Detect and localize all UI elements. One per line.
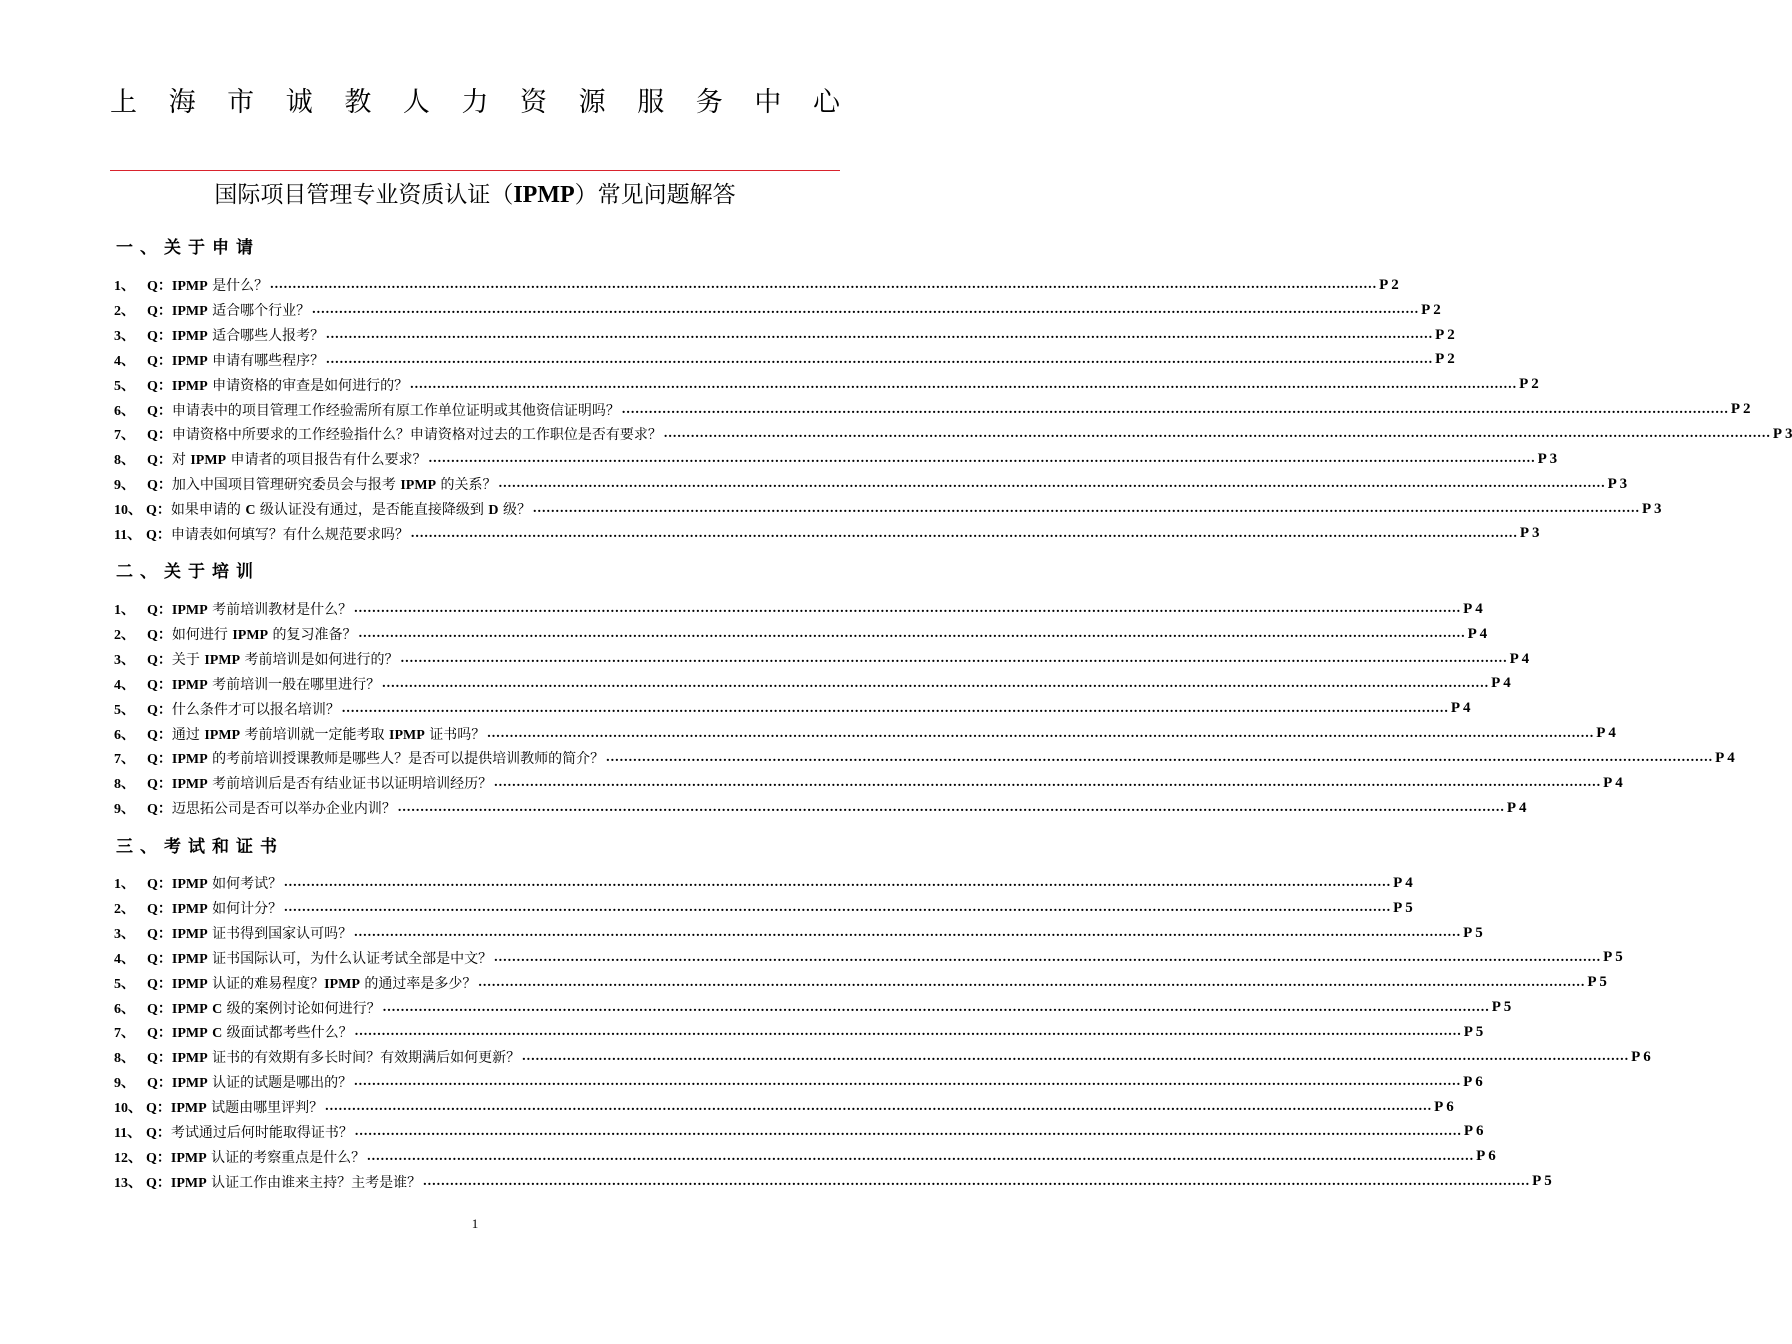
- toc-entry-question: IPMP 的考前培训授课教师是哪些人？是否可以提供培训教师的简介？: [171, 751, 605, 768]
- toc-entry-question: 对 IPMP 申请者的项目报告有什么要求？: [171, 452, 427, 469]
- title-prefix: 国际项目管理专业资质认证（: [214, 182, 514, 208]
- toc-entry[interactable]: [114, 273, 1399, 298]
- section-heading-application: 一、关于申请: [116, 238, 260, 258]
- toc-entry-number: 9、: [114, 1076, 135, 1092]
- toc-entry-number: 12、: [114, 1150, 142, 1166]
- toc-entry-question: IPMP 认证的难易程度？IPMP 的通过率是多少？: [171, 975, 477, 992]
- toc-entry-page: P 4: [1596, 725, 1616, 742]
- toc-entry-dot-leader: [382, 676, 1489, 692]
- organization-title-char: 源: [578, 87, 606, 118]
- toc-entry-number: 5、: [114, 378, 135, 394]
- toc-entry-page: P 2: [1379, 276, 1399, 293]
- toc-entry-dot-leader: [478, 975, 1585, 991]
- toc-entry-number: 9、: [114, 802, 135, 818]
- toc-entry-q-label: Q：: [147, 976, 172, 992]
- toc-entry-question: 如果申请的 C 级认证没有通过，是否能直接降级到 D 级？: [170, 502, 531, 519]
- toc-entry-number: 5、: [114, 702, 135, 718]
- toc-entry-page: P 4: [1450, 700, 1471, 717]
- toc-entry[interactable]: [114, 422, 1792, 447]
- toc-entry-number: 8、: [114, 1051, 135, 1067]
- header-divider: [110, 170, 840, 171]
- toc-entry-question: IPMP 如何考试？: [171, 876, 283, 893]
- toc-entry-q-label: Q：: [146, 1150, 171, 1166]
- toc-entry[interactable]: [114, 1169, 1552, 1194]
- toc-entry-dot-leader: [355, 1124, 1462, 1140]
- toc-entry-page: P 2: [1519, 376, 1539, 393]
- title-abbr: IPMP: [513, 182, 575, 208]
- toc-entry[interactable]: [114, 622, 1488, 647]
- toc-entry-number: 4、: [114, 353, 135, 369]
- toc-entry[interactable]: [114, 696, 1471, 721]
- toc-entry[interactable]: [114, 871, 1413, 896]
- organization-title-char: 诚: [285, 87, 313, 118]
- toc-entry-number: 3、: [114, 653, 135, 669]
- toc-entry-q-label: Q：: [147, 279, 172, 295]
- toc-list-exam: [114, 871, 1651, 1194]
- toc-entry-q-label: Q：: [147, 927, 172, 943]
- toc-entry[interactable]: [114, 921, 1483, 946]
- toc-entry-page: P 4: [1467, 625, 1488, 642]
- toc-entry-question: IPMP C 级面试都考些什么？: [171, 1025, 353, 1042]
- toc-entry-q-label: Q：: [146, 1125, 171, 1141]
- toc-entry-dot-leader: [325, 1099, 1432, 1115]
- toc-entry-dot-leader: [606, 750, 1713, 766]
- toc-entry-dot-leader: [367, 1149, 1474, 1165]
- toc-entry-dot-leader: [423, 1174, 1530, 1190]
- toc-entry-question: IPMP 认证的试题是哪出的？: [171, 1075, 353, 1092]
- toc-entry-q-label: Q：: [147, 653, 172, 669]
- toc-entry-question: 申请表如何填写？有什么规范要求吗？: [170, 526, 409, 543]
- toc-entry-dot-leader: [411, 526, 1518, 542]
- toc-entry-dot-leader: [533, 501, 1640, 517]
- toc-entry-number: 6、: [114, 727, 135, 743]
- toc-entry-dot-leader: [410, 377, 1517, 393]
- toc-entry-question: 考试通过后何时能取得证书？: [170, 1124, 353, 1141]
- toc-entry-q-label: Q：: [146, 1175, 171, 1191]
- toc-entry-q-label: Q：: [147, 777, 172, 793]
- toc-entry-page: P 3: [1641, 500, 1662, 517]
- toc-entry[interactable]: [114, 796, 1527, 821]
- toc-entry-q-label: Q：: [147, 478, 172, 494]
- toc-entry[interactable]: [114, 521, 1540, 546]
- toc-entry-q-label: Q：: [146, 527, 171, 543]
- organization-title-char: 务: [695, 87, 723, 118]
- toc-entry[interactable]: [114, 1070, 1483, 1095]
- toc-entry-number: 13、: [114, 1175, 142, 1191]
- toc-entry-number: 10、: [114, 503, 142, 519]
- toc-entry-number: 8、: [114, 453, 135, 469]
- toc-entry-page: P 3: [1772, 425, 1792, 442]
- section-heading-training: 二、关于培训: [116, 562, 260, 582]
- toc-entry-question: IPMP 是什么？: [171, 278, 269, 295]
- toc-entry-question: IPMP 证书得到国家认可吗？: [171, 926, 353, 943]
- toc-entry-page: P 4: [1463, 600, 1483, 617]
- toc-entry-number: 5、: [114, 976, 135, 992]
- toc-entry-page: P 4: [1603, 774, 1623, 791]
- toc-entry-question: IPMP 考前培训后是否有结业证书以证明培训经历？: [171, 776, 493, 793]
- toc-entry-page: P 3: [1537, 450, 1558, 467]
- toc-entry-question: IPMP 申请资格的审查是如何进行的？: [171, 377, 409, 394]
- toc-entry-q-label: Q：: [147, 677, 172, 693]
- toc-entry-page: P 4: [1491, 675, 1511, 692]
- toc-entry[interactable]: [114, 497, 1662, 522]
- toc-entry-page: P 3: [1607, 475, 1628, 492]
- toc-entry-dot-leader: [354, 925, 1461, 941]
- toc-entry-dot-leader: [494, 950, 1601, 966]
- toc-entry-dot-leader: [284, 875, 1391, 891]
- toc-entry-number: 7、: [114, 428, 135, 444]
- toc-entry[interactable]: [114, 1020, 1484, 1045]
- toc-entry-number: 4、: [114, 951, 135, 967]
- toc-entry-number: 9、: [114, 478, 135, 494]
- toc-entry-question: IPMP C 级的案例讨论如何进行？: [171, 1000, 381, 1017]
- toc-entry[interactable]: [114, 672, 1511, 697]
- toc-entry-number: 11、: [114, 1125, 142, 1141]
- toc-entry-number: 7、: [114, 752, 135, 768]
- organization-title-char: 中: [754, 87, 782, 118]
- toc-entry-question: IPMP 试题由哪里评判？: [170, 1100, 324, 1117]
- organization-title: [110, 80, 840, 119]
- toc-entry-dot-leader: [429, 451, 1536, 467]
- organization-title-char: 服: [637, 87, 665, 118]
- toc-entry-q-label: Q：: [147, 628, 172, 644]
- organization-title-char: 人: [402, 87, 430, 118]
- toc-entry-q-label: Q：: [147, 353, 172, 369]
- toc-entry-dot-leader: [270, 277, 1377, 293]
- toc-entry-page: P 4: [1509, 650, 1530, 667]
- toc-entry-question: IPMP 证书国际认可，为什么认证考试全部是中文？: [171, 950, 493, 967]
- toc-entry-number: 1、: [114, 279, 135, 295]
- toc-entry-page: P 6: [1463, 1073, 1483, 1090]
- toc-entry[interactable]: [114, 447, 1558, 472]
- toc-entry[interactable]: [114, 1045, 1651, 1070]
- toc-entry-question: IPMP 适合哪个行业？: [171, 303, 311, 320]
- toc-entry-dot-leader: [326, 352, 1433, 368]
- toc-entry-question: 如何进行 IPMP 的复习准备？: [171, 627, 357, 644]
- toc-entry[interactable]: [114, 1144, 1496, 1169]
- toc-entry-page: P 2: [1435, 351, 1455, 368]
- organization-title-char: 市: [227, 87, 255, 118]
- toc-entry-dot-leader: [359, 626, 1466, 642]
- toc-entry[interactable]: [114, 1119, 1484, 1144]
- organization-title-char: 上: [110, 87, 137, 118]
- toc-entry-page: P 6: [1463, 1123, 1484, 1140]
- toc-entry-question: IPMP 认证工作由谁来主持？主考是谁？: [170, 1174, 422, 1191]
- toc-entry[interactable]: [114, 995, 1512, 1020]
- toc-entry-dot-leader: [383, 1000, 1490, 1016]
- toc-entry-q-label: Q：: [147, 727, 172, 743]
- toc-entry-number: 1、: [114, 877, 135, 893]
- toc-entry-page: P 5: [1491, 999, 1512, 1016]
- toc-entry-page: P 5: [1393, 899, 1413, 916]
- toc-entry-q-label: Q：: [147, 802, 172, 818]
- toc-entry-page: P 6: [1631, 1048, 1651, 1065]
- toc-entry-q-label: Q：: [147, 1051, 172, 1067]
- toc-entry-number: 3、: [114, 329, 135, 345]
- toc-entry-dot-leader: [494, 775, 1601, 791]
- toc-entry-question: 通过 IPMP 考前培训就一定能考取 IPMP 证书吗？: [171, 726, 486, 743]
- toc-entry[interactable]: [114, 721, 1616, 746]
- toc-entry-number: 2、: [114, 304, 135, 320]
- toc-entry-question: 申请资格中所要求的工作经验指什么？申请资格对过去的工作职位是否有要求？: [171, 427, 662, 444]
- toc-entry-question: IPMP 证书的有效期有多长时间？有效期满后如何更新？: [171, 1050, 521, 1067]
- toc-entry-q-label: Q：: [147, 403, 172, 419]
- toc-entry-dot-leader: [401, 651, 1508, 667]
- toc-entry-number: 6、: [114, 403, 135, 419]
- toc-entry-number: 2、: [114, 628, 135, 644]
- toc-entry-question: IPMP 申请有哪些程序？: [171, 352, 325, 369]
- toc-entry-q-label: Q：: [147, 428, 172, 444]
- toc-entry-number: 8、: [114, 777, 135, 793]
- toc-entry-page: P 5: [1587, 974, 1607, 991]
- organization-title-char: 心: [812, 87, 840, 118]
- toc-entry-question: 什么条件才可以报名培训？: [171, 701, 340, 718]
- toc-entry[interactable]: [114, 647, 1530, 672]
- section-heading-exam: 三、考试和证书: [116, 837, 284, 857]
- page-number: 1: [471, 1216, 479, 1231]
- toc-entry[interactable]: [114, 298, 1441, 323]
- toc-entry-number: 2、: [114, 902, 135, 918]
- toc-entry-page: P 6: [1476, 1148, 1496, 1165]
- toc-entry-page: P 2: [1421, 301, 1441, 318]
- toc-entry-dot-leader: [354, 1074, 1461, 1090]
- toc-entry[interactable]: [114, 323, 1455, 348]
- toc-entry-dot-leader: [499, 476, 1606, 492]
- toc-entry-question: IPMP 如何计分？: [171, 901, 283, 918]
- toc-entry-number: 3、: [114, 927, 135, 943]
- toc-entry[interactable]: [114, 348, 1455, 373]
- toc-list-application: [114, 273, 1792, 546]
- toc-entry-number: 6、: [114, 1001, 135, 1017]
- toc-entry-page: P 5: [1532, 1173, 1552, 1190]
- title-suffix: ）常见问题解答: [574, 182, 736, 208]
- toc-entry-number: 10、: [114, 1101, 142, 1117]
- toc-entry-dot-leader: [326, 327, 1433, 343]
- toc-entry-q-label: Q：: [147, 329, 172, 345]
- toc-entry-page: P 5: [1603, 949, 1623, 966]
- toc-entry-dot-leader: [398, 800, 1505, 816]
- toc-entry[interactable]: [114, 746, 1735, 771]
- toc-entry-dot-leader: [522, 1049, 1629, 1065]
- organization-title-char: 资: [520, 87, 548, 118]
- organization-title-char: 海: [168, 87, 196, 118]
- toc-entry-q-label: Q：: [147, 951, 172, 967]
- toc-entry[interactable]: [114, 970, 1607, 995]
- toc-entry-dot-leader: [355, 1024, 1462, 1040]
- toc-entry-question: IPMP 适合哪些人报考？: [171, 328, 325, 345]
- toc-entry-q-label: Q：: [147, 1001, 172, 1017]
- organization-title-char: 教: [344, 87, 372, 118]
- toc-entry-dot-leader: [312, 302, 1419, 318]
- document-title: [110, 176, 840, 209]
- toc-entry[interactable]: [114, 1095, 1454, 1120]
- toc-entry-q-label: Q：: [147, 304, 172, 320]
- toc-entry-q-label: Q：: [147, 902, 172, 918]
- toc-entry-page: P 4: [1715, 749, 1735, 766]
- toc-entry-question: IPMP 考前培训教材是什么？: [171, 602, 353, 619]
- toc-entry-q-label: Q：: [147, 603, 172, 619]
- toc-entry-question: IPMP 认证的考察重点是什么？: [170, 1149, 366, 1166]
- organization-title-char: 力: [461, 87, 489, 118]
- toc-entry[interactable]: [114, 597, 1483, 622]
- toc-entry-q-label: Q：: [147, 1076, 172, 1092]
- toc-entry-question: 申请表中的项目管理工作经验需所有原工作单位证明或其他资信证明吗？: [171, 402, 620, 419]
- toc-entry-dot-leader: [622, 402, 1729, 418]
- toc-entry-q-label: Q：: [146, 503, 171, 519]
- toc-entry-dot-leader: [284, 900, 1391, 916]
- toc-entry-question: 迈思拓公司是否可以举办企业内训？: [171, 801, 396, 818]
- toc-entry-number: 11、: [114, 527, 142, 543]
- toc-entry-page: P 3: [1519, 525, 1540, 542]
- toc-entry[interactable]: [114, 397, 1751, 422]
- toc-entry-dot-leader: [487, 726, 1594, 742]
- toc-entry-number: 4、: [114, 677, 135, 693]
- toc-list-training: [114, 597, 1735, 821]
- toc-entry-question: 关于 IPMP 考前培训是如何进行的？: [171, 652, 399, 669]
- toc-entry-q-label: Q：: [147, 702, 172, 718]
- toc-entry-q-label: Q：: [147, 378, 172, 394]
- toc-entry-question: IPMP 考前培训一般在哪里进行？: [171, 676, 381, 693]
- toc-entry-page: P 5: [1463, 1023, 1484, 1040]
- toc-entry[interactable]: [114, 771, 1623, 796]
- toc-entry[interactable]: [114, 372, 1539, 397]
- toc-entry[interactable]: [114, 472, 1628, 497]
- toc-entry-number: 7、: [114, 1026, 135, 1042]
- toc-entry-q-label: Q：: [147, 1026, 172, 1042]
- toc-entry-page: P 2: [1435, 326, 1455, 343]
- toc-entry-dot-leader: [342, 701, 1449, 717]
- toc-entry[interactable]: [114, 946, 1623, 971]
- toc-entry-page: P 5: [1463, 924, 1483, 941]
- toc-entry-q-label: Q：: [147, 752, 172, 768]
- toc-entry-dot-leader: [664, 426, 1771, 442]
- toc-entry-page: P 2: [1730, 401, 1751, 418]
- toc-entry-question: 加入中国项目管理研究委员会与报考 IPMP 的关系？: [171, 477, 497, 494]
- toc-entry-dot-leader: [354, 601, 1461, 617]
- toc-entry-q-label: Q：: [147, 877, 172, 893]
- toc-entry-q-label: Q：: [147, 453, 172, 469]
- toc-entry-q-label: Q：: [146, 1101, 171, 1117]
- toc-entry-page: P 4: [1506, 799, 1527, 816]
- toc-entry-page: P 4: [1393, 874, 1413, 891]
- toc-entry-page: P 6: [1434, 1098, 1454, 1115]
- toc-entry[interactable]: [114, 896, 1413, 921]
- toc-entry-number: 1、: [114, 603, 135, 619]
